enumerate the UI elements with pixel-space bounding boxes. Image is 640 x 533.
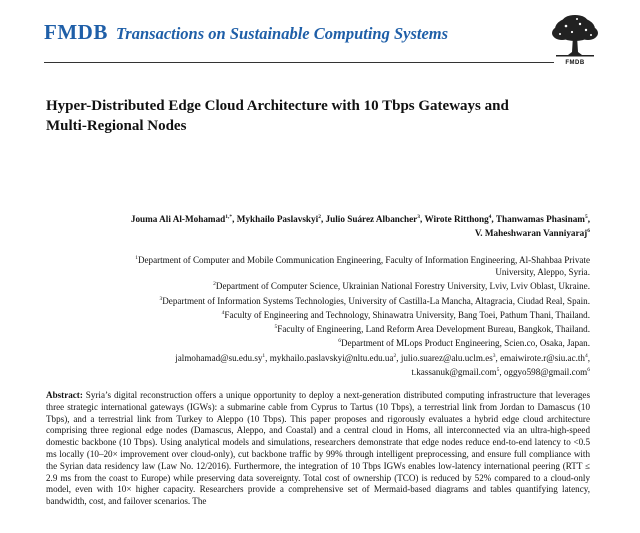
author-sup: 5 bbox=[584, 214, 588, 220]
author-name: Jouma Ali Al-Mohamad bbox=[130, 214, 226, 225]
author-sep: , bbox=[587, 214, 590, 225]
author-sup: 1,* bbox=[225, 214, 233, 220]
email-sup: 4 bbox=[584, 352, 588, 359]
email-link[interactable]: emaiwirote.r@siu.ac.th bbox=[500, 352, 585, 363]
abstract-text: Syria’s digital reconstruction offers a unique opportunity to deploy a next-generation distributed computing infrastructure that leverages three strategic international gateways (IGWs): a submarine cable from Cyprus to Tartus (10 Tbps), a terrestrial link from Jordan to Damascus (10 Tbps), and a terrestrial link from Turkey to Aleppo (10 Tbps). This paper proposes and rigorously evaluates a hybrid edge cloud architecture comprising three regional edge nodes (Damascus, Aleppo, and Coastal) and a central cloud in Homs, all interconnected via an ultra-high-speed domestic backbone (10 Tbps). Using analytical models and simulations, researchers demonstrate that edge nodes reduce end-to-end latency to <0.5 ms locally (10–20× improvement over cloud-only), cut backbone traffic by 99% through intelligent preprocessing, and ensure full compliance with the Syrian data residency law (Law No. 12/2016). Furthermore, the integration of 10 Tbps IGWs enables low-latency international peering (RTT ≤ 2.9 ms from the coast to Europe) while preserving data sovereignty. Total cost of ownership (TCO) is reduced by 52% compared to a cloud-only model, even with 10× higher capacity. Researchers provide a comprehensive set of Mermaid-based diagrams and tables quantifying latency, bandwidth, cost, and failover scenarios. The bbox=[46, 390, 590, 507]
email-link[interactable]: julio.suarez@alu.uclm.es bbox=[400, 352, 493, 363]
affiliations bbox=[46, 252, 590, 378]
affiliation-6 bbox=[46, 335, 590, 349]
title-line-2: Multi-Regional Nodes bbox=[46, 118, 187, 134]
author-sup: 6 bbox=[587, 228, 590, 235]
header-rule bbox=[44, 62, 554, 63]
affil-sup: 2 bbox=[213, 281, 216, 288]
email-line-2: t.kassanuk@gmail.com$^5$, oggyo598@gmail.com$^6$ bbox=[411, 366, 590, 377]
paper-title bbox=[46, 96, 598, 136]
author-sep: , bbox=[420, 214, 425, 225]
abstract bbox=[46, 390, 590, 508]
tree-icon bbox=[550, 14, 600, 58]
author-name: Julio Suárez Albancher bbox=[325, 214, 418, 225]
affiliation-5 bbox=[46, 321, 590, 335]
journal-title: Transactions on Sustainable Computing Systems bbox=[115, 24, 449, 43]
email-link[interactable]: jalmohamad@su.edu.sy bbox=[175, 352, 263, 363]
abstract-label: Abstract: bbox=[46, 390, 83, 400]
affil-text: Department of Computer Science, Ukrainian National Forestry University, Lviv, Lviv Oblast, Ukraine. bbox=[215, 281, 590, 292]
affil-sup: 5 bbox=[274, 324, 278, 331]
author-sup: 3 bbox=[417, 214, 420, 220]
affil-text: Department of MLops Product Engineering, Scien.co, Osaka, Japan. bbox=[340, 338, 590, 349]
author-name: V. Maheshwaran Vanniyaraj bbox=[474, 228, 588, 239]
affiliation-4 bbox=[46, 307, 590, 321]
affil-text: Department of Information Systems Technologies, University of Castilla-La Mancha, Altagracia, Ciudad Real, Spain. bbox=[162, 295, 590, 306]
author-sup: 4 bbox=[488, 214, 492, 220]
journal-brand: FMDB bbox=[44, 20, 108, 44]
affiliation-1-cont bbox=[46, 266, 590, 278]
affil-text: University, Aleppo, Syria. bbox=[495, 267, 590, 278]
email-sup: 1 bbox=[262, 352, 266, 359]
email-sup: 6 bbox=[587, 366, 590, 373]
affiliation-3 bbox=[46, 293, 590, 307]
affiliation-1 bbox=[46, 252, 590, 266]
email-line-1: $jalmohamad@su.edu.sy^1$, $mykhailo.paslavskyi@nltu.edu.ua^2$, $julio.suarez@alu.uclm.es^3$, $emaiwirote.r@siu.ac.th^4$, bbox=[175, 352, 590, 363]
affil-text: Faculty of Engineering and Technology, Shinawatra University, Bang Toei, Pathum Thani, Thailand. bbox=[224, 309, 590, 320]
affil-text: Department of Computer and Mobile Communication Engineering, Faculty of Information Engineering, Al-Shahbaa Private bbox=[137, 255, 590, 266]
publisher-logo bbox=[550, 14, 600, 66]
author-sep: , bbox=[232, 214, 237, 225]
affil-sup: 1 bbox=[135, 255, 138, 261]
affil-text: Faculty of Engineering, Land Reform Area Development Bureau, Bangkok, Thailand. bbox=[277, 324, 590, 335]
author-line-2 bbox=[46, 225, 590, 239]
affil-sup: 6 bbox=[338, 338, 341, 345]
email-sup: 3 bbox=[492, 352, 496, 359]
author-line-1 bbox=[46, 211, 590, 225]
author-sep: , bbox=[320, 214, 326, 225]
title-line-1: Hyper-Distributed Edge Cloud Architecture with 10 Tbps Gateways and bbox=[46, 98, 509, 114]
email-link[interactable]: t.kassanuk@gmail.com bbox=[411, 366, 497, 377]
journal-name bbox=[44, 20, 448, 45]
email-link[interactable]: oggyo598@gmail.com bbox=[503, 366, 588, 377]
journal-header bbox=[44, 14, 600, 66]
affiliation-2 bbox=[46, 278, 590, 292]
author-name: Thanwamas Phasinam bbox=[495, 214, 585, 225]
affil-sup: 4 bbox=[221, 309, 225, 316]
author-name: Wirote Ritthong bbox=[424, 214, 489, 225]
affil-sup: 3 bbox=[159, 295, 163, 302]
author-sup: 2 bbox=[318, 214, 321, 220]
author-list bbox=[46, 211, 590, 239]
author-sep: , bbox=[491, 214, 496, 225]
email-link[interactable]: mykhailo.paslavskyi@nltu.edu.ua bbox=[269, 352, 394, 363]
email-sup: 5 bbox=[496, 366, 500, 373]
logo-label: FMDB bbox=[565, 60, 585, 66]
author-name: Mykhailo Paslavskyi bbox=[236, 214, 319, 225]
email-sup: 2 bbox=[393, 352, 397, 359]
